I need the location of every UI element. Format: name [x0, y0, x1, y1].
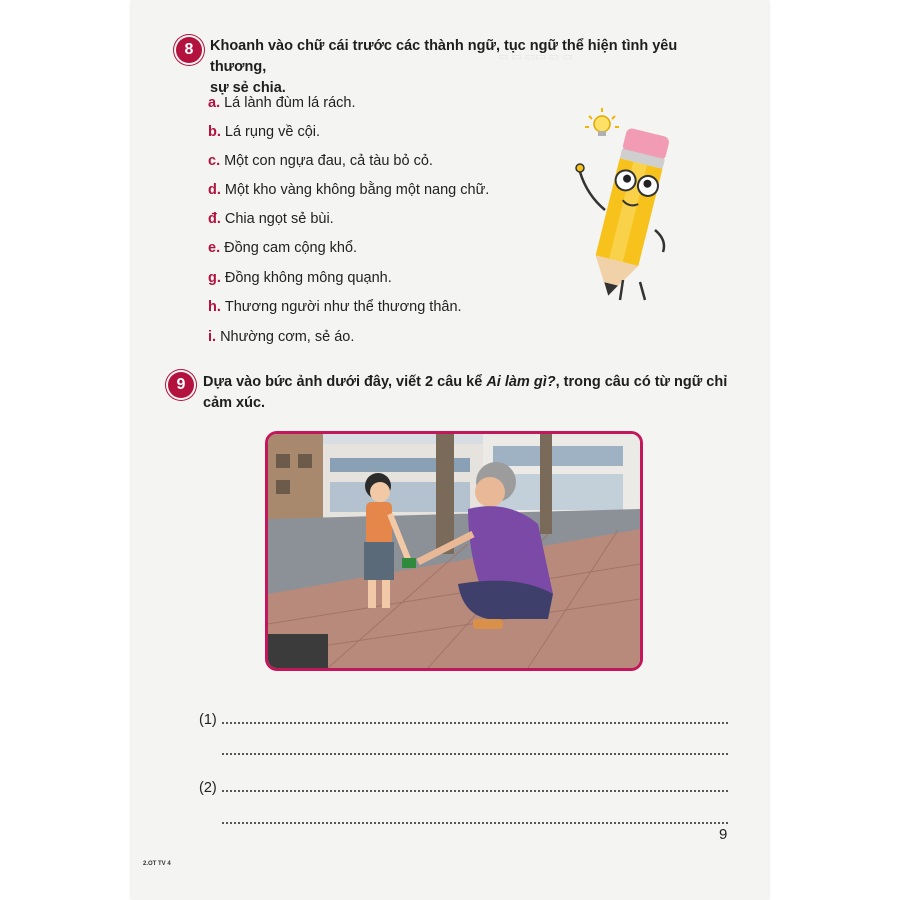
street-scene-illustration: [265, 431, 643, 671]
footer-code: 2.OT TV 4: [143, 861, 171, 867]
option-g[interactable]: g. Đồng không mông quạnh.: [208, 270, 392, 286]
option-h[interactable]: h. Thương người như thể thương thân.: [208, 299, 462, 315]
answer-2-line-2[interactable]: [222, 822, 728, 824]
question-9-prompt: Dựa vào bức ảnh dưới đây, viết 2 câu kể Ai làm gì?, trong câu có từ ngữ chỉ cảm xúc.: [203, 374, 728, 411]
lightbulb-icon: [585, 108, 619, 136]
option-a[interactable]: a. Lá lành đùm lá rách.: [208, 95, 356, 111]
answer-1-line-2[interactable]: [222, 753, 728, 755]
question-8-prompt: Khoanh vào chữ cái trước các thành ngữ, tục ngữ thể hiện tình yêu thương, sự sẻ chia.: [210, 38, 678, 96]
option-e[interactable]: e. Đồng cam cộng khổ.: [208, 240, 358, 256]
page-number: 9: [719, 826, 728, 843]
bleed-through-text: ▭ ▭ ▭▭ ▭ ▭: [498, 51, 573, 63]
option-d[interactable]: d. Một kho vàng không bằng một nang chữ.: [208, 182, 490, 198]
pencil-mascot-illustration: [565, 100, 680, 310]
answer-1-label: (1): [199, 712, 217, 728]
question-8-badge: 8: [176, 37, 202, 63]
answer-1-line-1[interactable]: [222, 722, 728, 724]
option-c[interactable]: c. Một con ngựa đau, cả tàu bỏ cỏ.: [208, 153, 433, 169]
option-b[interactable]: b. Lá rụng về cội.: [208, 124, 321, 140]
answer-2-label: (2): [199, 780, 217, 796]
option-i[interactable]: i. Nhường cơm, sẻ áo.: [208, 329, 355, 345]
answer-2-line-1[interactable]: [222, 790, 728, 792]
option-dd[interactable]: đ. Chia ngọt sẻ bùi.: [208, 211, 334, 227]
question-9-badge: 9: [168, 372, 194, 398]
